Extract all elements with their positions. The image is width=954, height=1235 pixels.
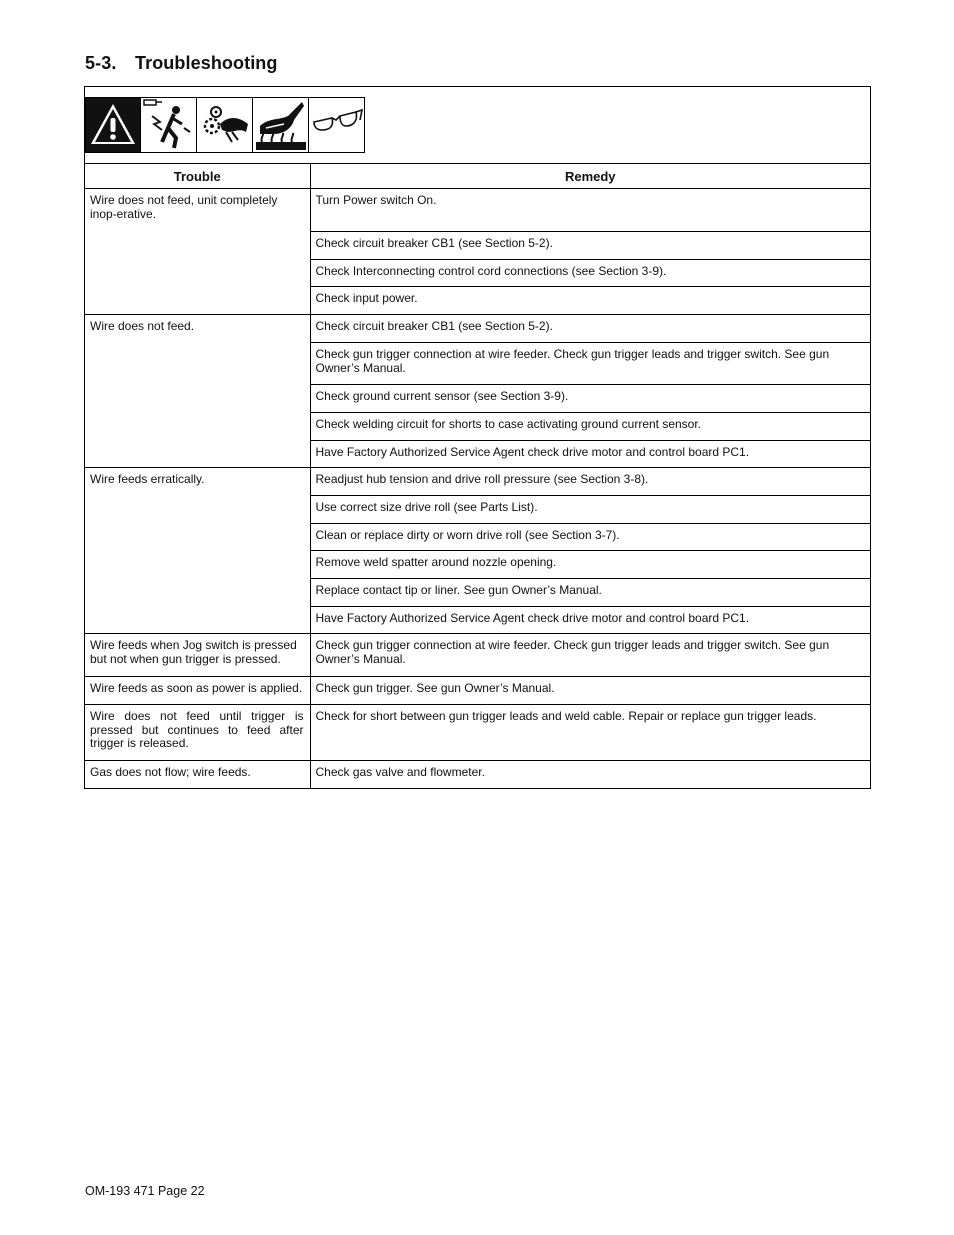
troubleshooting-table bbox=[84, 86, 871, 789]
warning-triangle-icon bbox=[85, 97, 141, 153]
remedy-cell: Check gas valve and flowmeter. bbox=[315, 765, 485, 779]
trouble-remedy-table bbox=[85, 164, 870, 788]
table-row bbox=[85, 468, 870, 496]
remedy-cell: Have Factory Authorized Service Agent check drive motor and control board PC1. bbox=[310, 441, 870, 468]
trouble-cell: Wire does not feed, unit completely inop-erative. bbox=[85, 189, 310, 315]
col-header-remedy: Remedy bbox=[310, 164, 870, 189]
moving-parts-icon bbox=[197, 97, 253, 153]
page-footer: OM-193 471 Page 22 bbox=[85, 1184, 205, 1198]
remedy-cell: Clean or replace dirty or worn drive roll (see Section 3-7). bbox=[310, 524, 870, 551]
remedy-cell: Replace contact tip or liner. See gun Owner’s Manual. bbox=[310, 579, 870, 607]
remedy-cell: Readjust hub tension and drive roll pressure (see Section 3-8). bbox=[310, 468, 870, 496]
table-row bbox=[85, 315, 870, 343]
table-row bbox=[85, 634, 870, 677]
remedy-cell: Check welding circuit for shorts to case activating ground current sensor. bbox=[310, 413, 870, 441]
remedy-cell: Check Interconnecting control cord connections (see Section 3-9). bbox=[310, 260, 870, 287]
remedy-cell: Check for short between gun trigger leads and weld cable. Repair or replace gun trigger leads. bbox=[310, 705, 870, 761]
table-row bbox=[85, 677, 870, 705]
trouble-cell: Wire feeds erratically. bbox=[85, 468, 310, 634]
section-heading bbox=[85, 53, 278, 74]
remedy-cell: Check circuit breaker CB1 (see Section 5-2). bbox=[310, 232, 870, 260]
trouble-cell: Wire feeds as soon as power is applied. bbox=[85, 677, 310, 705]
remedy-cell: Check gun trigger connection at wire feeder. Check gun trigger leads and trigger switch. See gun Owner’s Manual. bbox=[310, 634, 870, 677]
table-header-row bbox=[85, 164, 870, 189]
remedy-cell: Check gun trigger. See gun Owner’s Manual. bbox=[310, 677, 870, 705]
electric-shock-icon bbox=[141, 97, 197, 153]
remedy-cell: Remove weld spatter around nozzle opening. bbox=[310, 551, 870, 579]
remedy-cell: Check ground current sensor (see Section 3-9). bbox=[310, 385, 870, 413]
col-header-trouble: Trouble bbox=[85, 164, 310, 189]
trouble-cell: Gas does not flow; wire feeds. bbox=[85, 761, 310, 788]
safety-glasses-icon bbox=[309, 97, 365, 153]
remedy-cell: Use correct size drive roll (see Parts List). bbox=[310, 496, 870, 524]
remedy-cell: Check circuit breaker CB1 (see Section 5-2). bbox=[310, 315, 870, 343]
table-row bbox=[85, 705, 870, 761]
table-row bbox=[85, 189, 870, 232]
remedy-cell: Turn Power switch On. bbox=[310, 189, 870, 232]
hot-parts-icon bbox=[253, 97, 309, 153]
trouble-cell: Wire does not feed. bbox=[85, 315, 310, 468]
safety-icon-band bbox=[85, 87, 870, 164]
trouble-cell: Wire feeds when Jog switch is pressed but not when gun trigger is pressed. bbox=[85, 634, 310, 677]
section-title: Troubleshooting bbox=[135, 53, 278, 73]
table-row bbox=[85, 761, 870, 788]
remedy-cell: Have Factory Authorized Service Agent check drive motor and control board PC1. bbox=[310, 607, 870, 634]
section-number: 5-3. bbox=[85, 53, 117, 73]
trouble-cell: Wire does not feed until trigger is pressed but continues to feed after trigger is released. bbox=[85, 705, 310, 761]
remedy-cell: Check gun trigger connection at wire feeder. Check gun trigger leads and trigger switch. See gun Owner’s Manual. bbox=[310, 343, 870, 385]
remedy-cell: Check input power. bbox=[310, 287, 870, 315]
safety-icons bbox=[85, 97, 365, 153]
